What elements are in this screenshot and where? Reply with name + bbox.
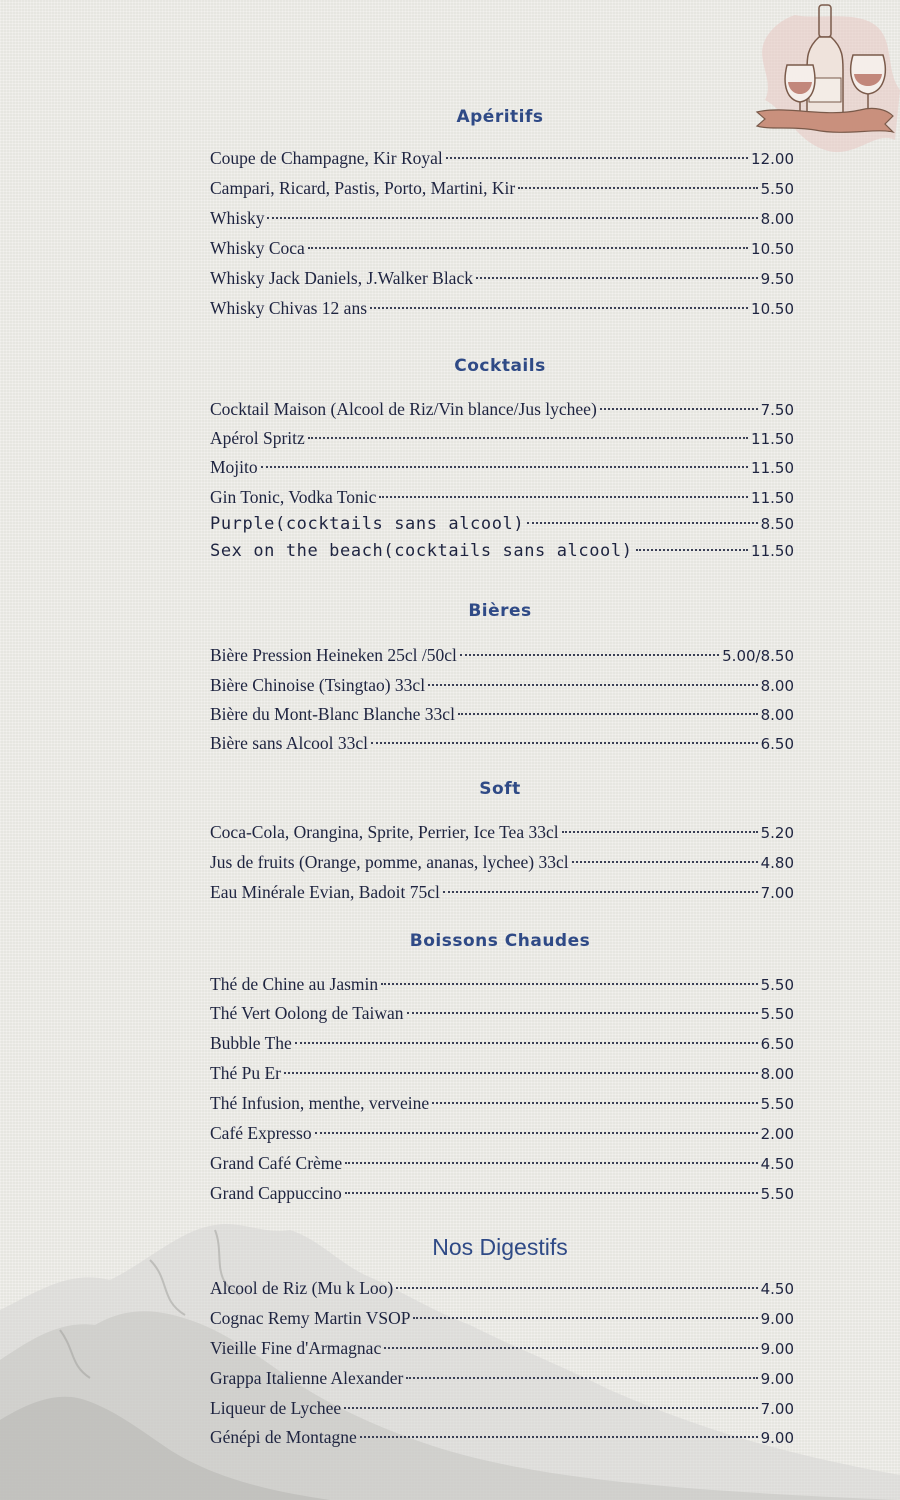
item-name: Eau Minérale Evian, Badoit 75cl [210,882,440,902]
item-name: Bière Pression Heineken 25cl /50cl [210,645,457,665]
item-price: 5.50 [760,180,794,198]
item-name: Whisky Jack Daniels, J.Walker Black [210,268,473,288]
item-price: 9.00 [760,1310,794,1328]
dot-leader [562,831,758,833]
item-price: 5.20 [760,824,794,842]
item-name: Liqueur de Lychee [210,1398,342,1418]
dot-leader [295,1042,758,1044]
dot-leader [308,437,748,439]
item-name: Whisky [210,208,265,228]
menu-item [210,513,794,535]
item-name: Thé Vert Oolong de Taiwan [210,1003,404,1023]
item-name: Whisky Chivas 12 ans [210,298,368,318]
menu-item [210,881,794,904]
item-name: Thé Infusion, menthe, verveine [210,1093,430,1113]
menu-item [210,540,794,562]
item-name: Alcool de Riz (Mu k Loo) [210,1278,394,1298]
item-price: 4.80 [760,854,794,872]
dot-leader [261,466,748,468]
item-price: 9.00 [760,1340,794,1358]
item-name: Mojito [210,457,258,477]
item-name: Vieille Fine d'Armagnac [210,1338,382,1358]
menu-item [210,1092,794,1115]
section-title-aperitifs: Apéritifs [456,107,544,127]
menu-item [210,732,794,755]
item-price: 11.50 [751,489,794,507]
dot-leader [344,1407,757,1409]
item-name: Sex on the beach(cocktails sans alcool) [210,541,633,561]
menu-item [210,237,794,260]
menu-item [210,1182,794,1205]
item-price: 4.50 [760,1280,794,1298]
item-price: 7.00 [760,884,794,902]
dot-leader [406,1377,757,1379]
menu-item [210,147,794,170]
dot-leader [432,1102,757,1104]
item-name: Grappa Italienne Alexander [210,1368,404,1388]
dot-leader [428,684,758,686]
item-price: 8.00 [760,1065,794,1083]
menu-item [210,1032,794,1055]
menu-item [210,1367,794,1390]
item-price: 8.50 [760,515,794,533]
menu-item [210,1152,794,1175]
dot-leader [413,1317,757,1319]
wine-illustration [735,0,900,165]
section-title-soft: Soft [479,779,521,799]
item-price: 9.50 [760,270,794,288]
item-price: 8.00 [760,210,794,228]
menu-item [210,1397,794,1420]
item-name: Coupe de Champagne, Kir Royal [210,148,443,168]
dot-leader [308,247,748,249]
item-name: Thé de Chine au Jasmin [210,974,379,994]
item-price: 4.50 [760,1155,794,1173]
menu-item [210,486,794,509]
item-name: Bière du Mont-Blanc Blanche 33cl [210,704,455,724]
dot-leader [446,157,748,159]
menu-item [210,851,794,874]
menu-item [210,1277,794,1300]
menu-item [210,674,794,697]
menu-item [210,427,794,450]
item-name: Apérol Spritz [210,428,305,448]
dot-leader [396,1287,757,1289]
item-name: Coca-Cola, Orangina, Sprite, Perrier, Ice Tea 33cl [210,822,559,842]
item-price: 7.50 [760,401,794,419]
item-price: 6.50 [760,735,794,753]
menu-item [210,821,794,844]
item-price: 10.50 [751,300,794,318]
menu-item [210,644,794,667]
item-price: 6.50 [760,1035,794,1053]
menu-item [210,456,794,479]
item-price: 11.50 [751,430,794,448]
dot-leader [381,983,757,985]
dot-leader [370,307,748,309]
item-name: Bubble The [210,1033,292,1053]
menu-item [210,703,794,726]
item-price: 8.00 [760,706,794,724]
menu-item [210,1062,794,1085]
dot-leader [379,496,748,498]
item-name: Purple(cocktails sans alcool) [210,514,525,534]
item-price: 2.00 [760,1125,794,1143]
menu-item [210,267,794,290]
item-price: 11.50 [751,459,794,477]
dot-leader [371,742,758,744]
dot-leader [345,1162,757,1164]
menu-item [210,398,794,421]
item-name: Thé Pu Er [210,1063,281,1083]
dot-leader [267,217,757,219]
item-name: Gin Tonic, Vodka Tonic [210,487,377,507]
dot-leader [600,408,758,410]
dot-leader [407,1012,758,1014]
section-title-boissons-chaudes: Boissons Chaudes [409,931,591,951]
item-price: 5.50 [760,1005,794,1023]
item-name: Bière sans Alcool 33cl [210,733,368,753]
dot-leader [345,1192,758,1194]
item-price: 9.00 [760,1429,794,1447]
dot-leader [527,522,757,524]
dot-leader [443,891,758,893]
menu-item [210,1307,794,1330]
section-title-cocktails: Cocktails [454,356,546,376]
dot-leader [572,861,758,863]
dot-leader [518,187,757,189]
dot-leader [384,1347,757,1349]
item-price: 7.00 [760,1400,794,1418]
dot-leader [460,654,719,656]
item-price: 11.50 [751,542,794,560]
menu-item [210,973,794,996]
item-name: Grand Cappuccino [210,1183,342,1203]
item-name: Campari, Ricard, Pastis, Porto, Martini, Kir [210,178,516,198]
dot-leader [315,1132,758,1134]
item-name: Cocktail Maison (Alcool de Riz/Vin blance/Jus lychee) [210,399,597,419]
menu-item [210,1122,794,1145]
item-price: 12.00 [751,150,794,168]
item-price: 5.50 [760,1095,794,1113]
menu-item [210,1337,794,1360]
dot-leader [458,713,758,715]
menu-item [210,207,794,230]
dot-leader [476,277,758,279]
item-price: 8.00 [760,677,794,695]
item-name: Bière Chinoise (Tsingtao) 33cl [210,675,426,695]
item-name: Whisky Coca [210,238,305,258]
section-title-digestifs: Nos Digestifs [432,1234,568,1260]
section-title-bieres: Bières [468,601,532,621]
item-name: Jus de fruits (Orange, pomme, ananas, lychee) 33cl [210,852,569,872]
item-price: 10.50 [751,240,794,258]
menu-item [210,297,794,320]
item-name: Cognac Remy Martin VSOP [210,1308,411,1328]
menu-item [210,177,794,200]
item-price: 5.00/8.50 [722,647,794,665]
item-name: Café Expresso [210,1123,312,1143]
item-price: 9.00 [760,1370,794,1388]
item-price: 5.50 [760,976,794,994]
menu-item [210,1426,794,1449]
menu-item [210,1002,794,1025]
dot-leader [636,549,748,551]
dot-leader [284,1072,758,1074]
item-name: Grand Café Crème [210,1153,343,1173]
dot-leader [360,1436,758,1438]
item-price: 5.50 [760,1185,794,1203]
item-name: Génépi de Montagne [210,1427,357,1447]
